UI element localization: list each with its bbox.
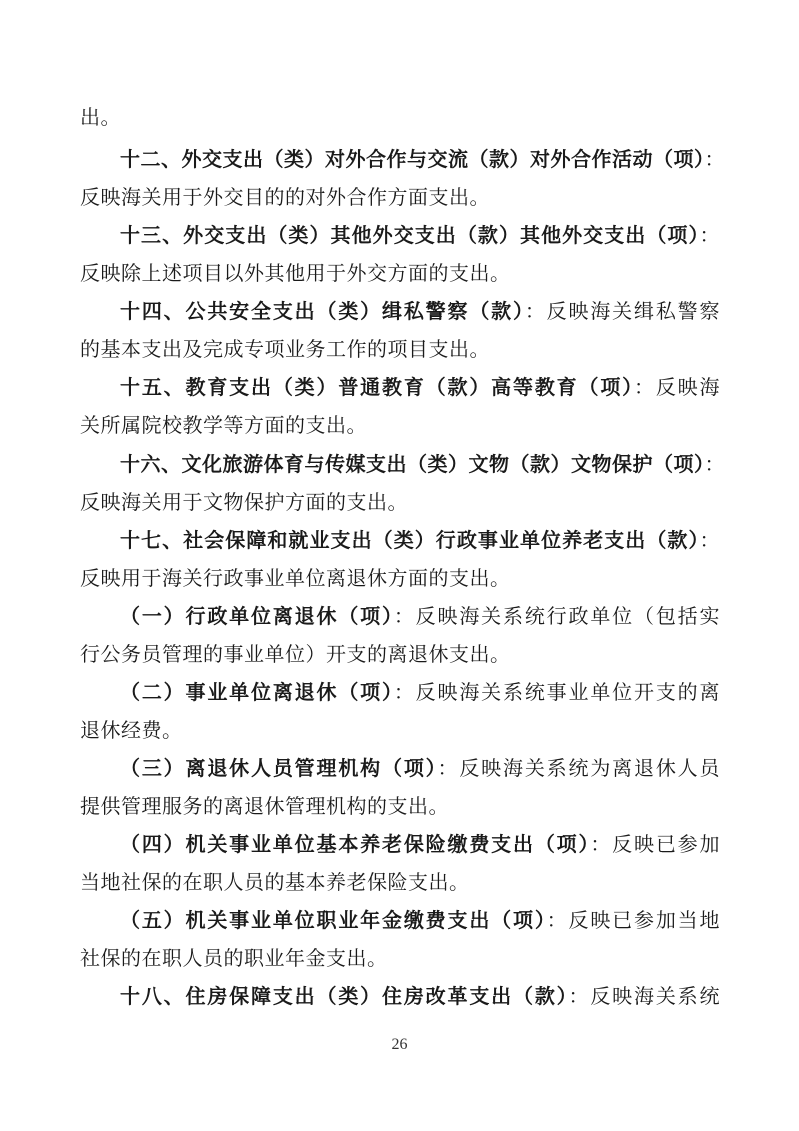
section-heading: （三）离退休人员管理机构（项） (120, 756, 438, 780)
paragraph-line: 关所属院校教学等方面的支出。 (80, 413, 367, 437)
paragraph-line: 反映除上述项目以外其他用于外交方面的支出。 (80, 261, 511, 285)
section-heading: 十八、住房保障支出（类）住房改革支出（款） (120, 984, 569, 1008)
paragraph-line: （五）机关事业单位职业年金缴费支出（项）：反映已参加当地 (120, 908, 721, 932)
section-heading: 十三、外交支出（类）其他外交支出（款）其他外交支出（项） (120, 223, 700, 247)
paragraph-line: 当地社保的在职人员的基本养老保险支出。 (80, 870, 470, 894)
paragraph-line: 提供管理服务的离退休管理机构的支出。 (80, 794, 449, 818)
paragraph-line: 十二、外交支出（类）对外合作与交流（款）对外合作活动（项）： (120, 147, 725, 171)
paragraph-line: 行公务员管理的事业单位）开支的离退休支出。 (80, 642, 511, 666)
section-heading: （五）机关事业单位职业年金缴费支出（项） (120, 908, 547, 932)
paragraph-line: 反映海关用于外交目的的对外合作方面支出。 (80, 185, 490, 209)
paragraph-line: 十三、外交支出（类）其他外交支出（款）其他外交支出（项）： (120, 223, 720, 247)
section-heading: 十七、社会保障和就业支出（类）行政事业单位养老支出（款） (120, 528, 700, 552)
section-heading: 十六、文化旅游体育与传媒支出（类）文物（款）文物保护（项） (120, 452, 705, 476)
paragraph-line: 出。 (80, 105, 121, 129)
section-heading: （二）事业单位离退休（项） (120, 680, 394, 704)
section-heading: （四）机关事业单位基本养老保险缴费支出（项） (120, 832, 591, 856)
section-heading: 十四、公共安全支出（类）缉私警察（款） (120, 299, 525, 323)
section-heading: （一）行政单位离退休（项） (120, 604, 394, 628)
paragraph-line: 退休经费。 (80, 718, 183, 742)
paragraph-line: 的基本支出及完成专项业务工作的项目支出。 (80, 337, 490, 361)
paragraph-line: 社保的在职人员的职业年金支出。 (80, 946, 388, 970)
paragraph-line: （三）离退休人员管理机构（项）：反映海关系统为离退休人员 (120, 756, 720, 780)
paragraph-line: 反映海关用于文物保护方面的支出。 (80, 490, 408, 514)
paragraph-line: 十六、文化旅游体育与传媒支出（类）文物（款）文物保护（项）： (120, 452, 725, 476)
paragraph-line: （四）机关事业单位基本养老保险缴费支出（项）：反映已参加 (120, 832, 721, 856)
paragraph-line: 十五、教育支出（类）普通教育（款）高等教育（项）：反映海 (120, 375, 721, 399)
section-heading: 十二、外交支出（类）对外合作与交流（款）对外合作活动（项） (120, 147, 705, 171)
page-number: 26 (391, 1036, 408, 1053)
paragraph-line: 十七、社会保障和就业支出（类）行政事业单位养老支出（款）： (120, 528, 720, 552)
paragraph-line: 十四、公共安全支出（类）缉私警察（款）：反映海关缉私警察 (120, 299, 721, 323)
section-heading: 十五、教育支出（类）普通教育（款）高等教育（项） (120, 375, 634, 399)
paragraph-line: 反映用于海关行政事业单位离退休方面的支出。 (80, 566, 511, 590)
paragraph-line: （二）事业单位离退休（项）：反映海关系统事业单位开支的离 (120, 680, 721, 704)
paragraph-line: 十八、住房保障支出（类）住房改革支出（款）：反映海关系统 (120, 984, 720, 1008)
paragraph-line: （一）行政单位离退休（项）：反映海关系统行政单位（包括实 (120, 604, 721, 628)
